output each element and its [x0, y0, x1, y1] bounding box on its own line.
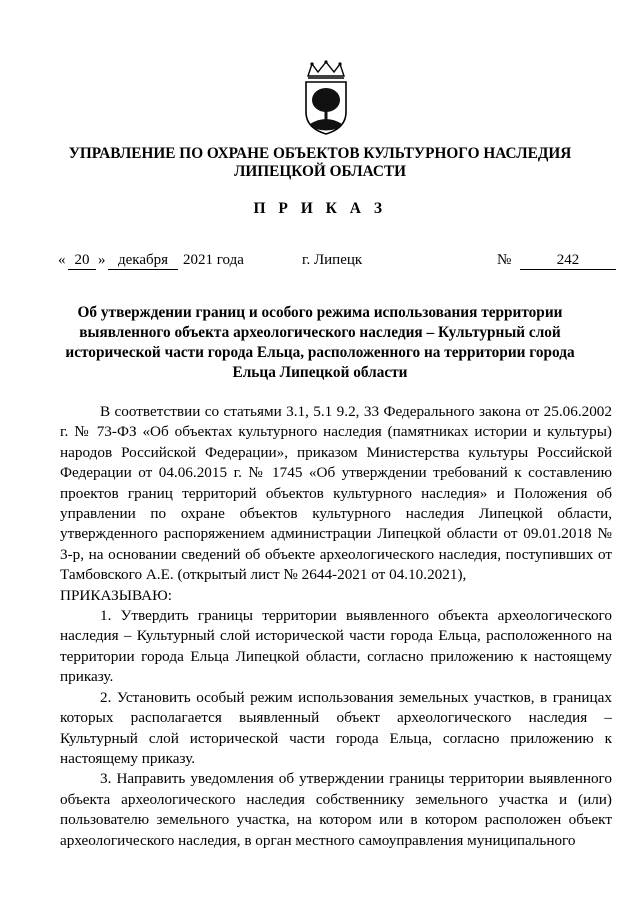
order-day: 20 [68, 251, 96, 270]
order-item-1: 1. Утвердить границы территории выявленного объекта археологического наследия – Культурный слой исторической части города Ельца, расположенного на территории города Ельца Липецкой области, согласно приложению к настоящему приказу. [60, 607, 612, 686]
order-city: г. Липецк [302, 252, 363, 268]
authority-line-2: ЛИПЕЦКОЙ ОБЛАСТИ [233, 163, 407, 180]
lipetsk-region-coat-of-arms-icon [300, 60, 352, 136]
order-year: 2021 года [183, 252, 244, 268]
authority-line-1: УПРАВЛЕНИЕ ПО ОХРАНЕ ОБЪЕКТОВ КУЛЬТУРНОГО НАСЛЕДИЯ [68, 145, 572, 162]
order-number: 242 [520, 251, 616, 270]
issuing-authority [40, 145, 600, 181]
number-sign: № [497, 252, 512, 268]
order-item-2: 2. Установить особый режим использования земельных участков, в границах которых располагается выявленный объект археологического наследия – Культурный слой исторической части города Ельца, согласно приложению к настоящему приказу. [60, 688, 612, 767]
subject-line-3: исторической части города Ельца, расположенного на территории города [65, 344, 575, 361]
quote-open: « [58, 252, 66, 268]
order-word: ПРИКАЗЫВАЮ: [60, 586, 172, 604]
document-type-title: П Р И К А З [253, 200, 387, 217]
order-item-3: 3. Направить уведомления об утверждении границы территории выявленного объекта археологического наследия собственнику земельного участка и (или) пользователю земельного участка, на котором или в котором расположен объект археологического наследия, в орган местного самоуправления муниципального [60, 770, 612, 849]
subject-line-2: выявленного объекта археологического наследия – Культурный слой [79, 324, 561, 341]
order-body [60, 402, 612, 851]
order-subject [60, 303, 580, 383]
subject-line-1: Об утверждении границ и особого режима использования территории [77, 304, 563, 321]
quote-close: » [98, 252, 106, 268]
order-month: декабря [108, 251, 178, 270]
preamble-paragraph: В соответствии со статьями 3.1, 5.1 9.2, 33 Федерального закона от 25.06.2002 г. № 73-ФЗ «Об объектах культурного наследия (памятниках истории и культуры) народов Российской Федерации», приказом Министерства культуры Российской Федерации от 04.06.2015 г. № 1745 «Об утверждении требований к составлению проектов границ территорий объектов культурного наследия» и Положения об управлении по охране объектов культурного наследия Липецкой области, утвержденного распоряжением администрации Липецкой области от 09.01.2018 № 3-р, на основании сведений об объекте археологического наследия, поступивших от Тамбовского А.Е. (открытый лист № 2644-2021 от 04.10.2021), [60, 403, 612, 584]
subject-line-4: Ельца Липецкой области [232, 364, 408, 381]
